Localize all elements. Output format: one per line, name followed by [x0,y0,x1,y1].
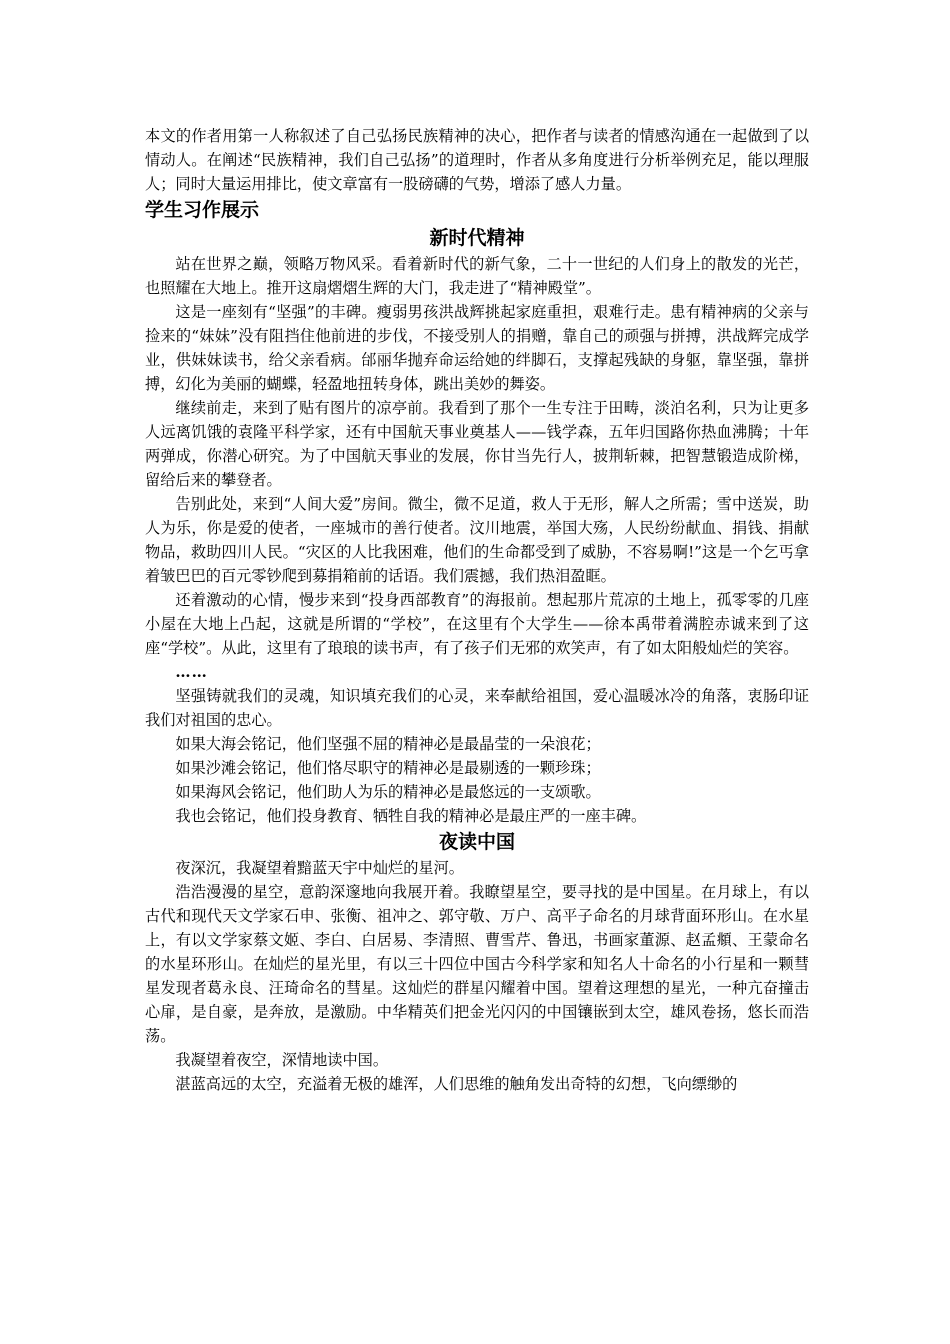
essay1-closing-paragraph: 我也会铭记，他们投身教育、牺牲自我的精神必是最庄严的一座丰碑。 [175,807,647,825]
essay2-paragraph: 浩浩漫漫的星空，意韵深邃地向我展开着。我瞭望星空，要寻找的是中国星。在月球上，有以古代和现代天文学家石申、张衡、祖冲之、郭守敬、万户、高平子命名的月球背面环形山。在水星上，有以文学家蔡文姬、李白、白居易、李清照、曹雪芹、鲁迅，书画家董源、赵孟頫、王蒙命名的水星环形山。在灿烂的星光里，有以三十四位中国古今科学家和知名人十命名的小行星和一颗彗星发现者葛永良、汪琦命名的彗星。这灿烂的群星闪耀着中国。望着这理想的星光，一种亢奋撞击心扉，是自豪，是奔放，是激励。中华精英们把金光闪闪的中国镶嵌到太空，雄风卷扬，悠长而浩荡。 [145,883,809,1045]
essay2-paragraph: 我凝望着夜空，深情地读中国。 [175,1051,389,1069]
essay1-closing-paragraph: 如果海风会铭记，他们助人为乐的精神必是最悠远的一支颂歌。 [175,783,601,801]
essay1-paragraph: 告别此处，来到“人间大爱”房间。微尘，微不足道，救人于无形，解人之所需；雪中送炭，助人为乐，你是爱的使者，一座城市的善行使者。汶川地震，举国大殇，人民纷纷献血、捐钱、捐献物品，救助四川人民。“灾区的人比我困难，他们的生命都受到了威胁，不容易啊!”这是一个乞丐拿着皱巴巴的百元零钞爬到募捐箱前的话语。我们震撼，我们热泪盈眶。 [145,495,809,585]
essay1-paragraph: 还着激动的心情，慢步来到“投身西部教育”的海报前。想起那片荒凉的土地上，孤零零的几座小屋在大地上凸起，这就是所谓的“学校”，在这里有个大学生——徐本禹带着满腔赤诚来到了这座“学校”。从此，这里有了琅琅的读书声，有了孩子们无邪的欢笑声，有了如太阳般灿烂的笑容。 [145,591,809,657]
essay-title-reading-china: 夜读中国 [438,831,515,853]
essay1-paragraph: 这是一座刻有“坚强”的丰碑。瘦弱男孩洪战辉挑起家庭重担，艰难行走。患有精神病的父亲与捡来的“妹妹”没有阻挡住他前进的步伐，不接受别人的捐赠，靠自己的顽强与拼搏，洪战辉完成学业，供妹妹读书，给父亲看病。邰丽华抛弃命运给她的绊脚石，支撑起残缺的身躯，靠坚强，靠拼搏，幻化为美丽的蝴蝶，轻盈地扭转身体，跳出美妙的舞姿。 [145,303,809,393]
document-body [145,124,809,1096]
essay1-closing-paragraph: 如果大海会铭记，他们坚强不屈的精神必是最晶莹的一朵浪花； [175,735,601,753]
essay1-paragraph: 继续前走，来到了贴有图片的凉亭前。我看到了那个一生专注于田畴，淡泊名利，只为让更多人远离饥饿的袁隆平科学家，还有中国航天事业奠基人——钱学森，五年归国路你热血沸腾；十年两弹成，你潜心研究。为了中国航天事业的发展，你甘当先行人，披荆斩棘，把智慧锻造成阶梯，留给后来的攀登者。 [145,399,809,489]
essay1-closing-paragraph: 坚强铸就我们的灵魂，知识填充我们的心灵，来奉献给祖国，爱心温暖冰冷的角落，衷肠印证我们对祖国的忠心。 [145,687,809,729]
essay1-ellipsis: …… [175,663,208,681]
section-heading: 学生习作展示 [145,199,260,221]
essay2-paragraph: 湛蓝高远的太空，充溢着无极的雄浑，人们思维的触角发出奇特的幻想，飞向缥缈的 [175,1075,738,1093]
essay2-paragraph: 夜深沉，我凝望着黯蓝天宇中灿烂的星河。 [175,859,464,877]
essay1-closing-paragraph: 如果沙滩会铭记，他们恪尽职守的精神必是最剔透的一颗珍珠； [175,759,601,777]
essay-title-new-era-spirit: 新时代精神 [429,227,525,249]
intro-paragraph: 本文的作者用第一人称叙述了自己弘扬民族精神的决心，把作者与读者的情感沟通在一起做到了以情动人。在阐述“民族精神，我们自己弘扬”的道理时，作者从多角度进行分析举例充足，能以理服人；同时大量运用排比，使文章富有一股磅礴的气势，增添了感人力量。 [145,127,809,193]
essay1-paragraph: 站在世界之巅，领略万物风采。看着新时代的新气象，二十一世纪的人们身上的散发的光芒，也照耀在大地上。推开这扇熠熠生辉的大门，我走进了“精神殿堂”。 [145,255,809,297]
